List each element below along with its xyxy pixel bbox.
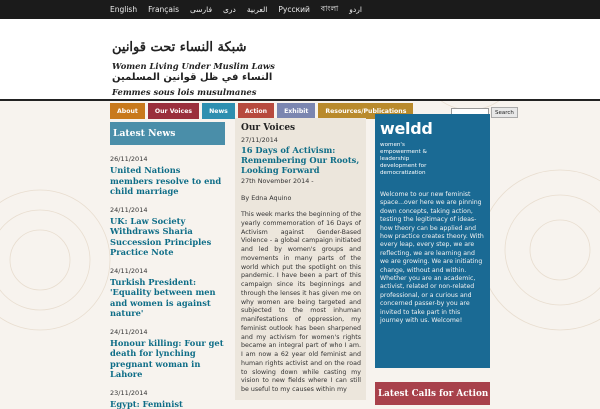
language-link[interactable]: Русский [278,5,310,14]
news-title-link[interactable]: Honour killing: Four get death for lynching pregnant woman in Lahore [110,338,225,380]
weldd-description: Welcome to our new feminist space...over here we are pinning down concepts, taking action, testing the legitimacy of ideas- how theory can be applied and how practice creates theory. With every leap, every step, we are reflecting, we are learning and we are growing. We are initiating change, without and within. Whether you are an academic, activist, related or non-related professional, or a curious and concerned passer-by you are invited to take part in this journey with us. Welcome! [380,191,485,326]
news-title-link[interactable]: Turkish President: 'Equality between men and women is against nature' [110,277,225,319]
logo-french[interactable]: Femmes sous lois musulmanes [112,87,256,97]
language-link[interactable]: اردو [349,5,362,14]
nav-tab-resources-publications[interactable]: Resources/Publications [318,103,413,119]
sidebar-right [375,114,490,405]
language-link[interactable]: فارسی [190,5,212,14]
news-item [110,389,225,409]
weldd-logo[interactable]: weldd [380,119,485,138]
logo-arabic-secondary[interactable]: النساء في ظل قوانين المسلمين [112,72,272,83]
language-link[interactable]: Français [148,5,179,14]
language-link[interactable]: বাংলা [321,4,338,16]
news-date: 24/11/2014 [110,267,225,275]
news-item [110,206,225,258]
article-date: 27/11/2014 [241,136,361,144]
news-title-link[interactable]: United Nations members resolve to end child marriage [110,165,225,197]
weldd-panel[interactable] [375,114,490,368]
news-item [110,267,225,319]
logo-arabic[interactable]: شبكة النساء تحت قوانين [112,40,246,55]
latest-news-heading: Latest News [110,122,225,145]
nav-tab-our-voices[interactable]: Our Voices [148,103,199,119]
news-date: 24/11/2014 [110,328,225,336]
our-voices-column [235,118,366,400]
latest-news-column [110,122,225,409]
main-nav [110,103,416,119]
weldd-tagline: women's empowerment & leadership development for democratization [380,142,440,177]
news-title-link[interactable]: Egypt: Feminist [110,399,225,409]
nav-tab-action[interactable]: Action [238,103,274,119]
article-author: By Edna Aquino [241,194,361,202]
nav-tab-about[interactable]: About [110,103,145,119]
language-link[interactable]: دری [223,5,236,14]
news-date: 26/11/2014 [110,155,225,163]
news-date: 23/11/2014 [110,389,225,397]
article-body: This week marks the beginning of the yearly commemoration of 16 Days of Activism against Gender-Based Violence - a global campaign initiated and led by women's groups and movements in many parts of the world which put the spotlight on this pandemic. I have been a part of this campaign since its beginnings and through the lenses it has given me on why women are being targeted and subjected to the most inhuman manifestations of oppression, my feminist outlook has been sharpened and my activism for women's rights became an integral part of who I am. I am now a 62 year old feminist and human rights activist and on the road to slowing down while casting my vision to new fields where I can still be useful to my causes within my [241,211,361,395]
news-item [110,328,225,380]
site-header [0,19,600,101]
language-link[interactable]: العربية [247,5,268,14]
article-meta: 27th November 2014 - [241,177,361,185]
logo-english[interactable]: Women Living Under Muslim Laws [112,61,275,71]
news-date: 24/11/2014 [110,206,225,214]
news-title-link[interactable]: UK: Law Society Withdraws Sharia Succession Principles Practice Note [110,216,225,258]
news-list [110,155,225,409]
news-item [110,155,225,197]
nav-tab-exhibit[interactable]: Exhibit [277,103,315,119]
language-bar [0,0,600,19]
our-voices-heading: Our Voices [241,123,361,133]
article-title-link[interactable]: 16 Days of Activism: Remembering Our Roots, Looking Forward [241,145,361,175]
nav-tab-news[interactable]: News [202,103,235,119]
language-link[interactable]: English [110,5,137,14]
latest-calls-heading: Latest Calls for Action [375,382,490,405]
search-button[interactable]: Search [491,107,518,118]
